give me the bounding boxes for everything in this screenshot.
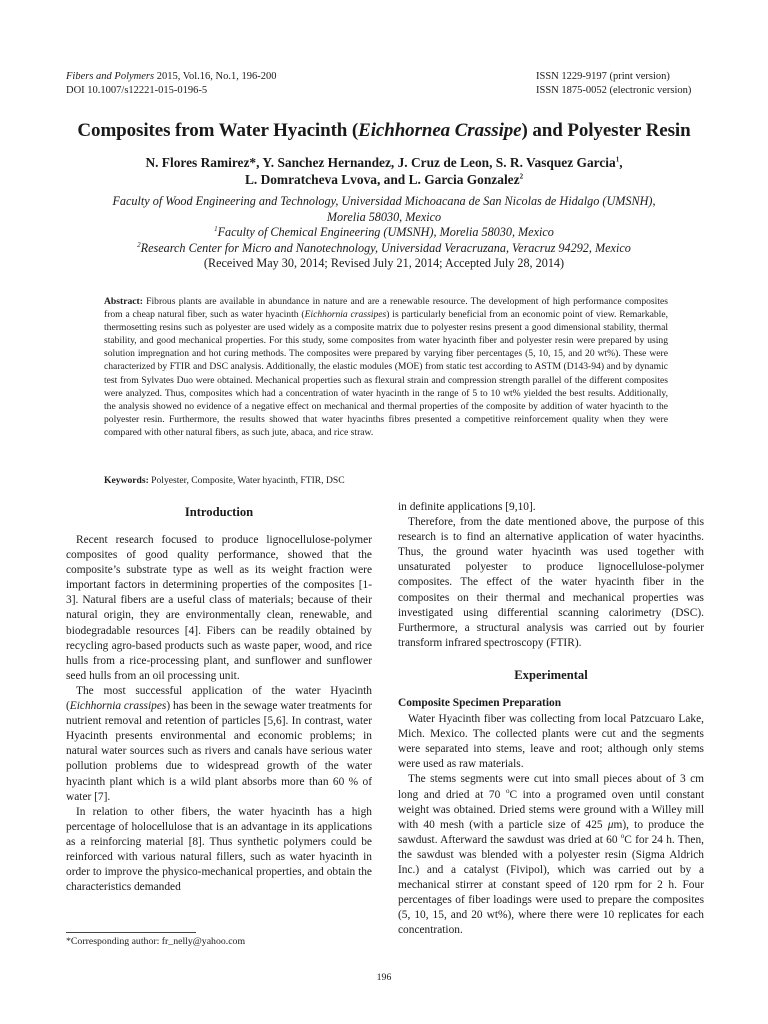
paragraph: In relation to other fibers, the water hyacinth has a high percentage of holocellulose that is an advantage in its applications as a reinforcing material [8]. Thus synthetic polymers could be reinforced with various natural fillers, such as water hyacinth in order to improve the physico-mechanical properties, and obtain the characteristics demanded — [66, 805, 372, 894]
experimental-heading: Experimental — [514, 667, 588, 682]
issn-print: ISSN 1229-9197 (print version) — [536, 71, 670, 82]
introduction-heading: Introduction — [184, 505, 254, 519]
paragraph: Recent research focused to produce lignocellulose-polymer composites of good quality performance, showed that the composite’s substrate type as well as its weight fraction were important factors in determining properties of the composites [1-3]. Natural fibers are a useful class of materials; because of their natural origin, they are environmentally clean, renewable, and biodegradable resources [4]. Fibers can be readily obtained by recycling agro-based products such as waste paper, wood, and rice hulls from a rice-processing plant, and sunflower and sunflower seed hulls from an oil processing unit. — [66, 534, 372, 682]
affiliation-2: $^2$Research Center for Micro and Nanotechnology, Universidad Veracruzana, Veracruz 94292, Mexico — [137, 240, 631, 255]
journal-citation: 2015, Vol.16, No.1, 196-200 — [154, 71, 277, 82]
paragraph: The most successful application of the water Hyacinth (Eichhornia crassipes) has been in the sewage water treatments for nutrient removal and retention of particles [5,6]. In contrast, water Hyacinth presents environmental and economic problems; in natural water sources such as rivers and canals have serious water pollution problems due to widespread growth of the water hyacinth plant which is a wild plant absorbs more than 60 % of water [7]. — [66, 684, 373, 803]
keywords: Keywords: Polyester, Composite, Water hyacinth, FTIR, DSC — [104, 475, 345, 486]
left-column — [66, 500, 372, 895]
title-species: Eichhornea Crassipe — [358, 120, 522, 141]
journal-name: Fibers and Polymers — [66, 71, 155, 82]
issn-electronic: ISSN 1875-0052 (electronic version) — [536, 85, 692, 96]
subsection-heading: Composite Specimen Preparation — [398, 696, 562, 709]
footnote-divider — [66, 932, 196, 933]
issn-block — [536, 70, 691, 98]
corresponding-author-footnote: *Corresponding author: fr_nelly@yahoo.com — [66, 936, 246, 947]
paper-title: Composites from Water Hyacinth (Eichhornea Crassipe) and Polyester Resin — [77, 120, 691, 141]
right-column — [398, 500, 704, 938]
abstract-label: Abstract: — [104, 296, 143, 307]
received-dates: (Received May 30, 2014; Revised July 21, 2014; Accepted July 28, 2014) — [203, 256, 565, 270]
paragraph: The stems segments were cut into small pieces about of 3 cm long and dried at 70 $^o$C into a programed oven until constant weight was obtained. Dried stems were ground with a Willey mill with 40 mesh (with a particle size of 425 μm), to produce the sawdust. Afterward the sawdust was dried at 60 $^o$C for 24 h. Then, the sawdust was blended with a polyester resin (Sigma Aldrich Inc.) and a catalyst (Fivipol), which was carried out by a mechanical stirrer at constant speed of 120 rpm for 2 h. Four percentages of fiber loadings were used to prepare the composites (5, 10, 15, and 20 wt%), where there were 10 replicates for each concentration. — [398, 773, 704, 937]
affiliation-1: $^1$Faculty of Chemical Engineering (UMSNH), Morelia 58030, Mexico — [214, 224, 554, 239]
page-number: 196 — [376, 972, 392, 983]
paragraph: Water Hyacinth fiber was collecting from local Patzcuaro Lake, Mich. Mexico. The collected plants were cut and the segments were separated into stems, leave and root; although only stems were used as raw materials. — [398, 713, 704, 771]
doi: DOI 10.1007/s12221-015-0196-5 — [66, 85, 208, 96]
paragraph: Therefore, from the date mentioned above, the purpose of this research is to find an alternative application of water hyacinths. Thus, the ground water hyacinth was used together with unsaturated polyester to produce lignocellulose-polymer composites. The effect of the water hyacinth fiber in the composites on their thermal and mechanical properties was investigated using differential scanning calorimetry (DSC). Furthermore, a structural analysis was carried out by fourier transform infrared spectroscopy (FTIR). — [398, 516, 704, 649]
author-list: N. Flores Ramirez*, Y. Sanchez Hernandez, J. Cruz de Leon, S. R. Vasquez Garcia$^1$, L. Domratcheva Lvova, and L. Garcia Gonzalez$^2$ — [145, 155, 623, 187]
paragraph: in definite applications [9,10]. — [398, 501, 536, 513]
keywords-label: Keywords: — [104, 475, 149, 486]
abstract: Abstract: Fibrous plants are available in abundance in nature and are a renewable resource. The development of high performance composites from a cheap natural fiber, such as water hyacinth (Eichhornia crassipes) is particularly beneficial from an economic point of view. Remarkable, thermosetting resins such as polyester are used widely as a composite matrix due to polyester resins present a good dimensional stability, thermal stability, and good mechanical properties. For this study, some composites from water hyacinth fiber and polyester resin were prepared by using solution impregnation and hot curing methods. The composites were prepared by varying fiber percentages (5, 10, 15, and 20 wt%). These were characterized by FTIR and DSC analysis. Additionally, the elastic modules (MOE) from static test according to ASTM (D143-94) and by dynamic test from Sylvates Duo were obtained. Mechanical properties such as flexural strain and compression strength parallel of the different composites were analyzed. Thus, composites which had a concentration of water hyacinth in the range of 5 to 10 wt% yielded the best results. Additionally, the analysis showed no evidence of a negative effect on mechanical and thermal properties of the composite by addition of water hyacinth to the polyester resin. Furthermore, the results showed that water hyacinths fibres presented a competitive reinforcement quality when they were compared with other natural fibers, as such jute, abaca, and rice straw. — [104, 296, 669, 438]
journal-header — [66, 70, 277, 98]
affiliation-0: Faculty of Wood Engineering and Technology, Universidad Michoacana de San Nicolas de Hidalgo (UMSNH), — [112, 194, 656, 208]
affiliations: Faculty of Wood Engineering and Technology, Universidad Michoacana de San Nicolas de Hidalgo (UMSNH), Morelia 58030, Mexico $^1$Faculty of Chemical Engineering (UMSNH), Morelia 58030, Mexico $^2$Research Center for Micro and Nanotechnology, Universidad Veracruzana, Veracruz 94292, Mexico (Received May 30, 2014; Revised July 21, 2014; Accepted July 28, 2014) — [0, 194, 768, 272]
